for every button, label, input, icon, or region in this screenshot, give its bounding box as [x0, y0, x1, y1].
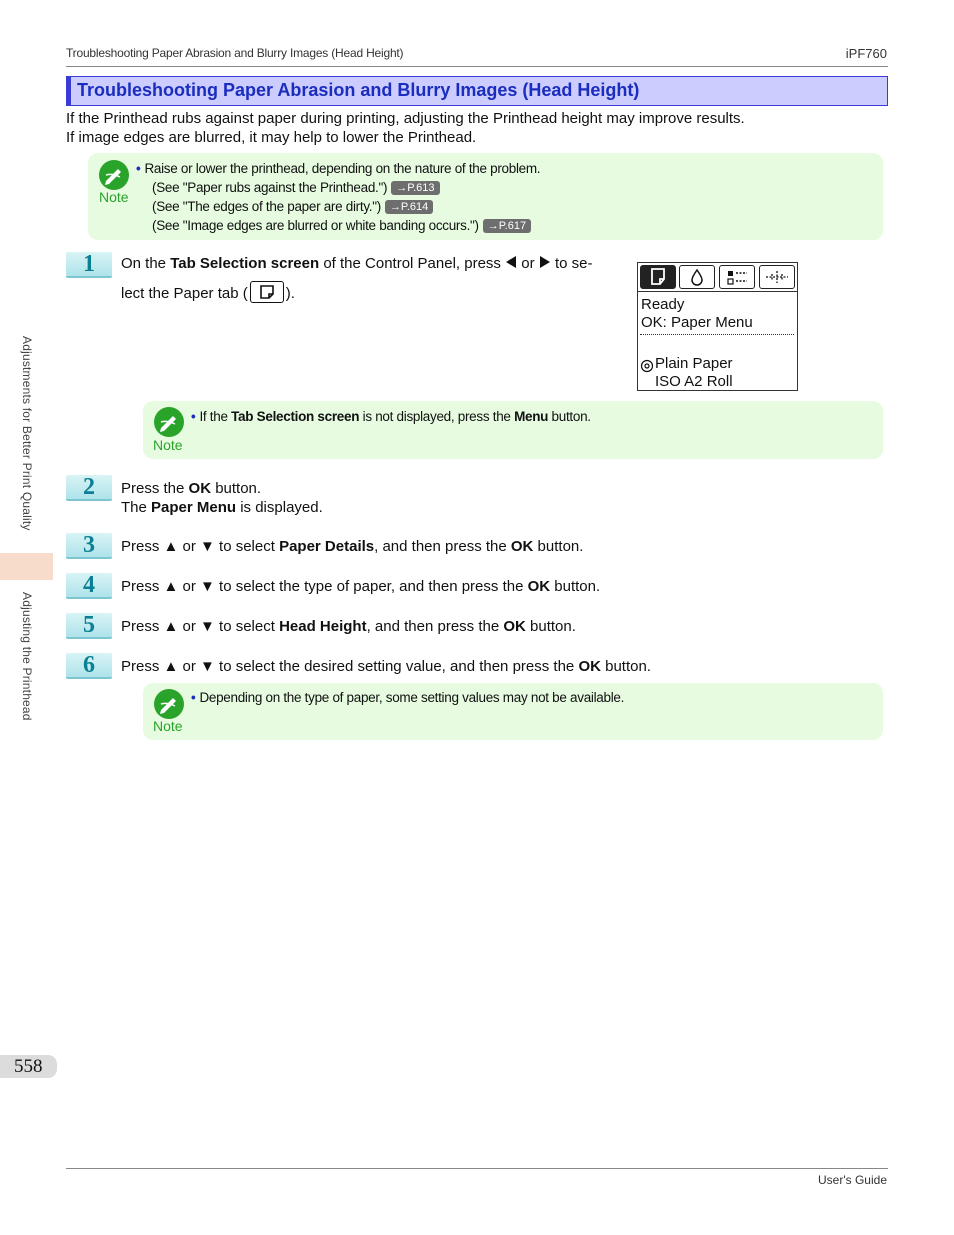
- text: button.: [533, 538, 584, 555]
- note3-text: Depending on the type of paper, some setting values may not be available.: [199, 690, 625, 705]
- intro-line-1: If the Printhead rubs against paper during printing, adjusting the Printhead height may improve results.: [66, 110, 745, 127]
- note1-bullet-text: Raise or lower the printhead, depending on the nature of the problem.: [144, 161, 541, 176]
- text: If the: [199, 409, 232, 424]
- footer-rule: [66, 1168, 888, 1169]
- side-section-marker: [0, 553, 53, 580]
- step-number: 4: [83, 572, 95, 598]
- note1-bullet: [136, 161, 540, 176]
- lcd-paper-tab: [640, 265, 676, 289]
- paper-details-term: Paper Details: [279, 538, 375, 555]
- running-header-title: Troubleshooting Paper Abrasion and Blurry Images (Head Height): [66, 46, 404, 60]
- control-panel-display: [637, 262, 798, 391]
- note-label-2: Note: [153, 437, 183, 453]
- intro-line-2: If image edges are blurred, it may help to lower the Printhead.: [66, 129, 477, 146]
- bullet-dot: •: [191, 409, 196, 424]
- note1-ref-row: [152, 180, 440, 195]
- side-chapter-label: Adjustments for Better Print Quality: [20, 336, 34, 531]
- bullet-dot: •: [191, 690, 196, 705]
- text: , and then press the: [366, 618, 504, 635]
- step3-text: [121, 538, 583, 555]
- note1-ref-text: (See "Paper rubs against the Printhead."): [152, 180, 388, 195]
- text: Press ▲ or ▼ to select: [121, 538, 280, 555]
- lcd-separator: [640, 334, 794, 335]
- ok-term: OK: [188, 480, 212, 497]
- side-section-label: Adjusting the Printhead: [20, 592, 34, 721]
- header-rule: [66, 66, 888, 67]
- left-arrow-icon: [505, 255, 517, 269]
- text: button.: [525, 618, 576, 635]
- note1-ref-row: [152, 218, 531, 233]
- step-number: 2: [83, 474, 95, 500]
- step6-text: [121, 658, 651, 675]
- text: Press the: [121, 480, 189, 497]
- roll-paper-icon: [640, 359, 654, 373]
- lcd-settings-tab: [719, 265, 755, 289]
- ok-term: OK: [578, 658, 601, 675]
- text: , and then press the: [374, 538, 511, 555]
- text: button.: [600, 658, 651, 675]
- page-ref-link[interactable]: →P.613: [391, 181, 439, 195]
- ok-term: OK: [510, 538, 534, 555]
- ok-term: OK: [527, 578, 551, 595]
- note-pencil-icon: [98, 159, 130, 191]
- step1-line1: [121, 255, 592, 272]
- note-label-3: Note: [153, 718, 183, 734]
- text: is not displayed, press the: [359, 409, 515, 424]
- note2-bullet: [191, 409, 591, 424]
- step-number: 5: [83, 612, 95, 638]
- paper-menu-term: Paper Menu: [151, 499, 237, 516]
- step5-text: [121, 618, 576, 635]
- lcd-ink-tab: [679, 265, 715, 289]
- menu-button-term: Menu: [514, 409, 549, 424]
- note-label-1: Note: [99, 189, 129, 205]
- step-number: 1: [83, 251, 95, 277]
- running-header-model: iPF760: [845, 46, 887, 61]
- right-arrow-icon: [539, 255, 551, 269]
- text: The: [121, 499, 152, 516]
- text: On the: [121, 255, 171, 272]
- lcd-job-tab: [759, 265, 795, 289]
- text: Press ▲ or ▼ to select the desired setting value, and then press the: [121, 658, 579, 675]
- note1-ref-text: (See "Image edges are blurred or white banding occurs."): [152, 218, 479, 233]
- lcd-media-type: Plain Paper: [655, 355, 733, 372]
- text: is displayed.: [236, 499, 323, 516]
- text: Press ▲ or ▼ to select the type of paper, and then press the: [121, 578, 528, 595]
- page-number: 558: [14, 1056, 43, 1077]
- lcd-media-size: ISO A2 Roll: [655, 373, 733, 390]
- lcd-status-line: Ready: [641, 296, 685, 313]
- step2-line2: [121, 499, 323, 516]
- step2-line1: [121, 480, 261, 497]
- text: or: [517, 255, 539, 272]
- note1-ref-row: [152, 199, 433, 214]
- text: button.: [550, 578, 601, 595]
- note-pencil-icon: [153, 688, 185, 720]
- bullet-dot: •: [136, 161, 141, 176]
- note1-ref-text: (See "The edges of the paper are dirty."): [152, 199, 381, 214]
- step-number: 3: [83, 532, 95, 558]
- note3-bullet: [191, 690, 624, 705]
- text: button.: [548, 409, 591, 424]
- text: of the Control Panel, press: [319, 255, 506, 272]
- head-height-term: Head Height: [279, 618, 367, 635]
- section-title: Troubleshooting Paper Abrasion and Blurry Images (Head Height): [77, 80, 640, 100]
- lcd-menu-line: OK: Paper Menu: [641, 314, 753, 331]
- text: lect the Paper tab (: [121, 285, 248, 302]
- ok-term: OK: [503, 618, 526, 635]
- step4-text: [121, 578, 600, 595]
- paper-tab-icon: [250, 281, 284, 303]
- footer-guide-label: User's Guide: [818, 1173, 887, 1187]
- lcd-tab-bar: [638, 263, 797, 292]
- step-number: 6: [83, 652, 95, 678]
- page-ref-link[interactable]: →P.614: [385, 200, 433, 214]
- tab-selection-screen-term: Tab Selection screen: [170, 255, 320, 272]
- text: button.: [211, 480, 262, 497]
- note-pencil-icon: [153, 406, 185, 438]
- tab-selection-screen-term: Tab Selection screen: [231, 409, 360, 424]
- page-ref-link[interactable]: →P.617: [483, 219, 531, 233]
- text: ).: [285, 285, 295, 302]
- text: to se-: [550, 255, 593, 272]
- text: Press ▲ or ▼ to select: [121, 618, 280, 635]
- step1-line2: [121, 281, 295, 303]
